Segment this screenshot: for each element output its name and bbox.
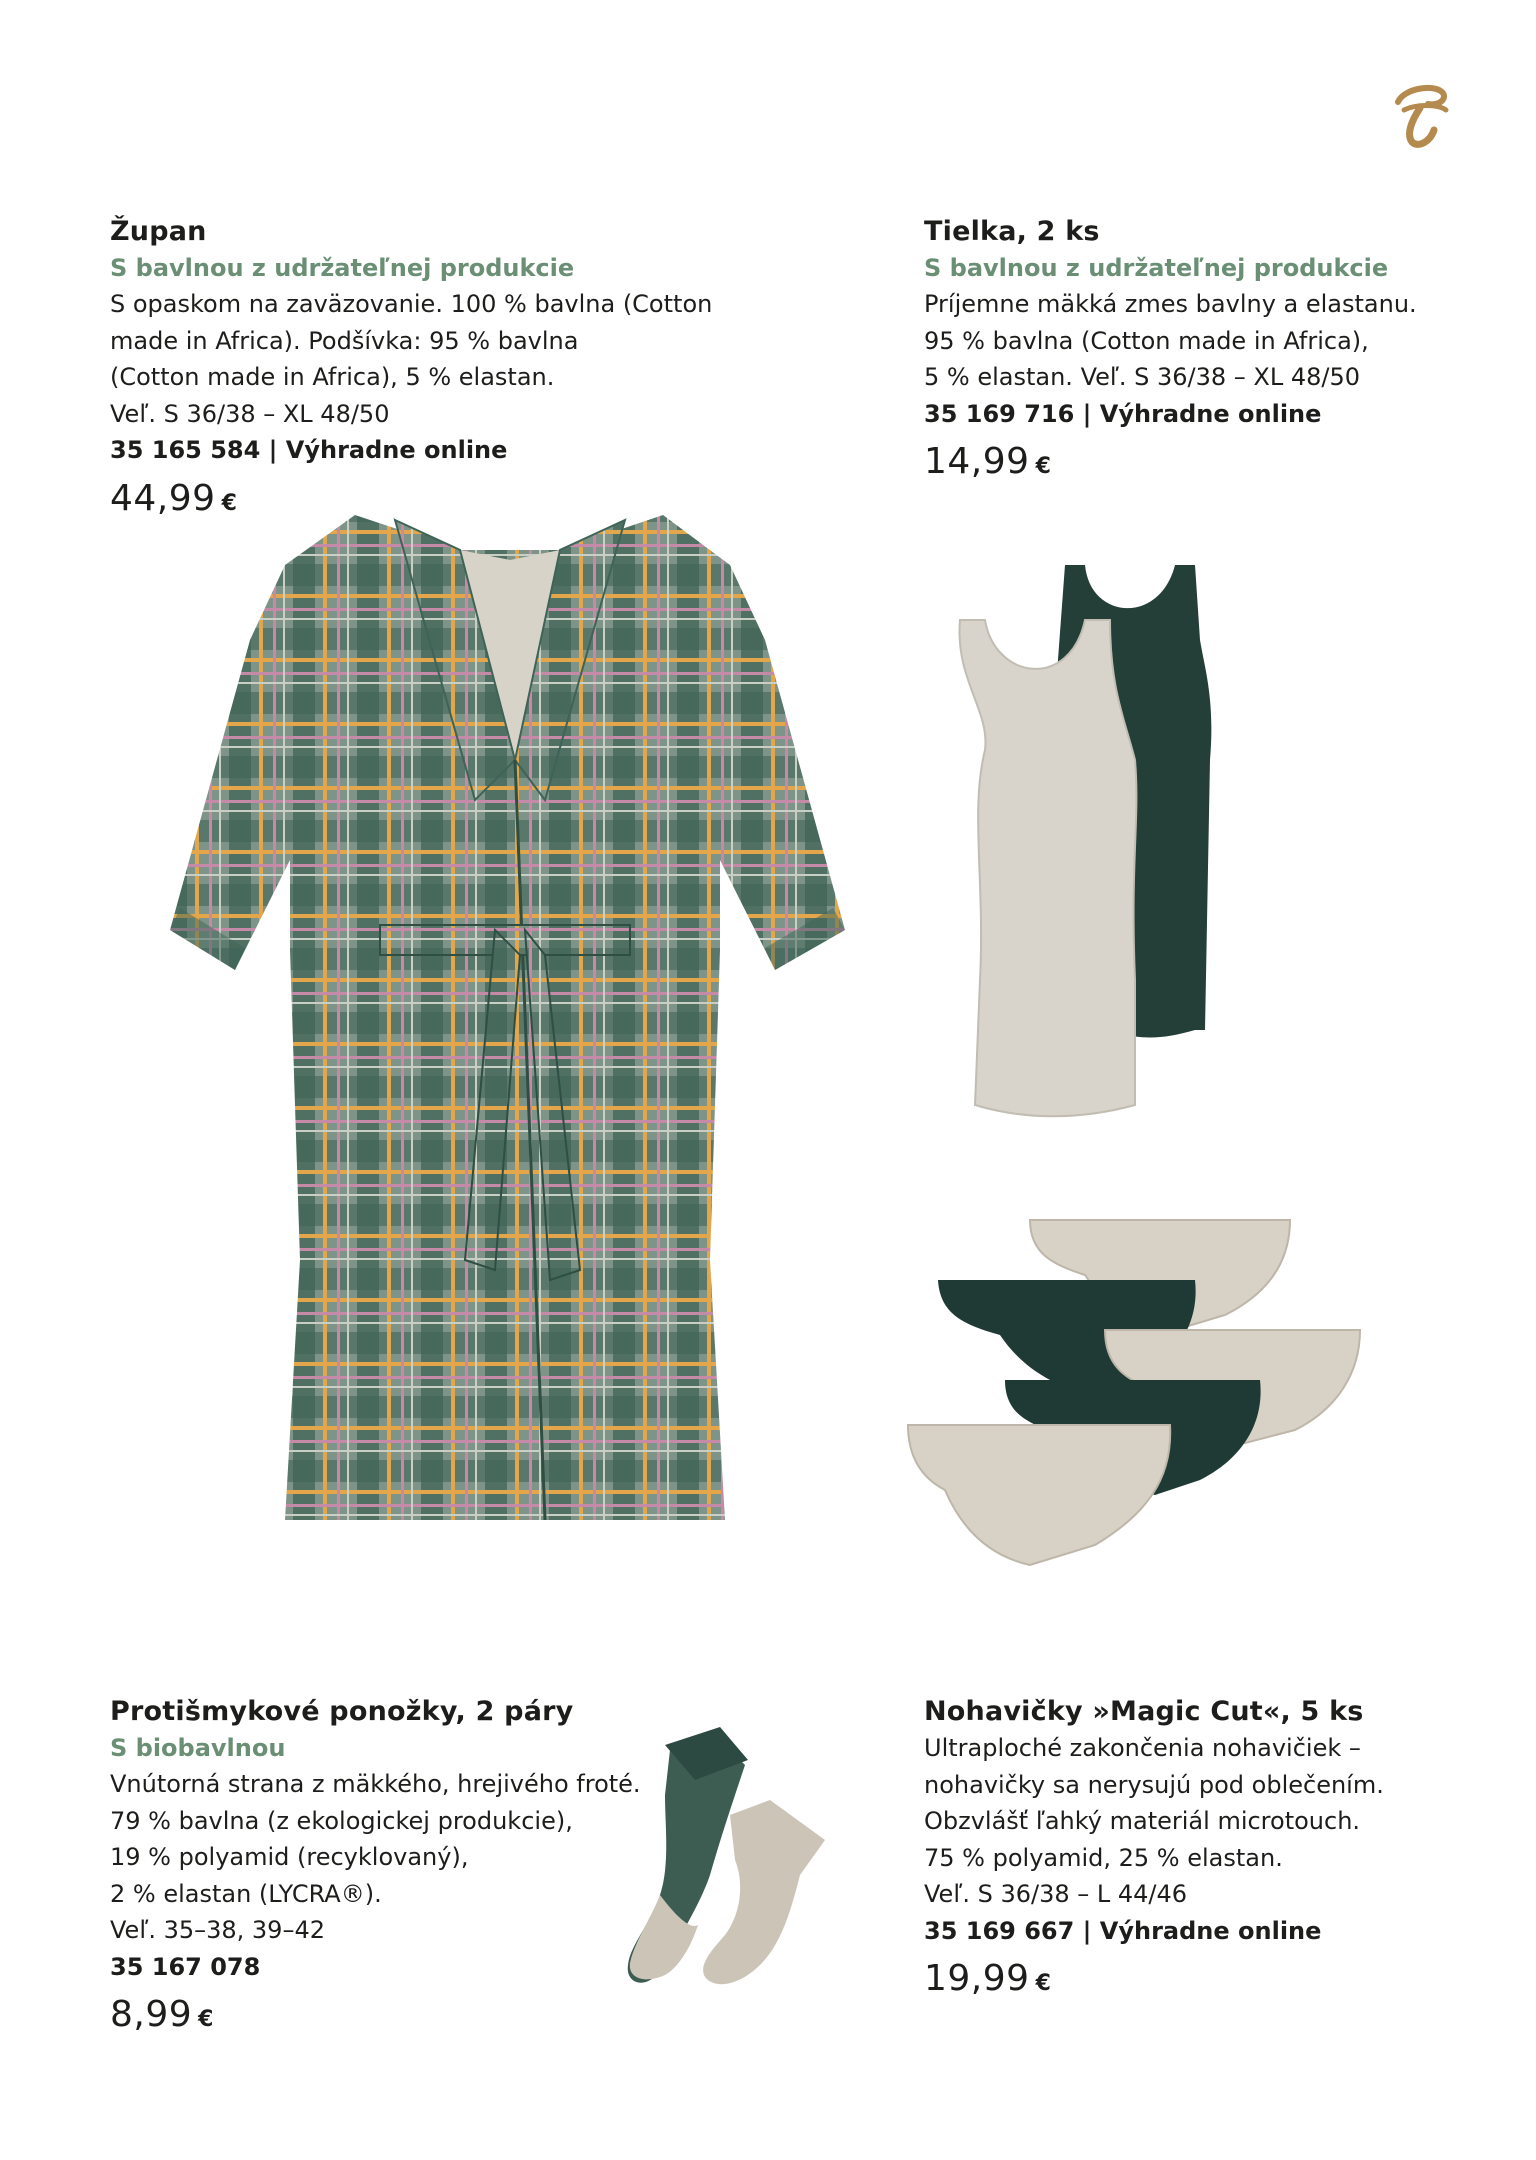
product-description-line: Obzvlášť ľahký materiál microtouch. (924, 1807, 1361, 1835)
product-briefs (924, 1694, 1536, 2006)
product-title: Protišmykové ponožky, 2 páry (110, 1696, 574, 1727)
price-value: 14,99 (924, 441, 1030, 482)
product-code: 35 167 078 (110, 1952, 261, 1981)
product-tank-tops (924, 214, 1536, 489)
product-description-line: nohavičky sa nerysujú pod oblečením. (924, 1770, 1384, 1799)
product-price (924, 1957, 1536, 2006)
product-sizes: Veľ. S 36/38 – L 44/46 (924, 1880, 1188, 1908)
product-sizes: Veľ. 35–38, 39–42 (110, 1916, 325, 1944)
product-description-line: (Cotton made in Africa), 5 % elastan. (110, 363, 555, 391)
product-title: Župan (110, 216, 207, 247)
product-price (110, 1993, 730, 2042)
product-code: 35 165 584 | Výhradne online (110, 436, 508, 464)
product-description-line: made in Africa). Podšívka: 95 % bavlna (110, 326, 579, 355)
product-title: Nohavičky »Magic Cut«, 5 ks (924, 1696, 1364, 1727)
product-description-line: Príjemne mäkká zmes bavlny a elastanu. (924, 290, 1417, 318)
product-robe (110, 214, 730, 526)
tank-tops-image (950, 560, 1310, 1130)
price-value: 19,99 (924, 1958, 1030, 1999)
product-description-line: 75 % polyamid, 25 % elastan. (924, 1843, 1283, 1872)
product-subtitle: S bavlnou z udržateľnej produkcie (924, 254, 1389, 282)
product-description-line: 5 % elastan. Veľ. S 36/38 – XL 48/50 (924, 363, 1361, 391)
briefs-image (905, 1215, 1365, 1625)
price-currency: € (1035, 1971, 1052, 1996)
product-subtitle: S bavlnou z udržateľnej produkcie (110, 254, 575, 282)
product-description-line: 95 % bavlna (Cotton made in Africa), (924, 326, 1369, 355)
price-currency: € (198, 2007, 214, 2032)
product-title: Tielka, 2 ks (924, 216, 1100, 247)
product-description-line: Ultraploché zakončenia nohavičiek – (924, 1734, 1361, 1762)
product-description-line: 19 % polyamid (recyklovaný), (110, 1843, 469, 1871)
price-currency: € (221, 490, 238, 516)
product-subtitle: S biobavlnou (110, 1734, 286, 1762)
product-price (924, 440, 1536, 489)
product-sizes: Veľ. S 36/38 – XL 48/50 (110, 399, 390, 428)
tchibo-logo-icon (1390, 80, 1452, 150)
product-description-line: 79 % bavlna (z ekologickej produkcie), (110, 1806, 573, 1835)
product-description-line: S opaskom na zaväzovanie. 100 % bavlna (Cotton (110, 290, 713, 318)
socks-image (620, 1715, 840, 1995)
product-code: 35 169 667 | Výhradne online (924, 1916, 1322, 1945)
product-code: 35 169 716 | Výhradne online (924, 399, 1322, 428)
price-currency: € (1035, 454, 1052, 479)
product-description-line: 2 % elastan (LYCRA®). (110, 1879, 382, 1908)
price-value: 44,99 (110, 477, 216, 519)
product-description-line: Vnútorná strana z mäkkého, hrejivého froté. (110, 1770, 641, 1798)
robe-image (165, 500, 855, 1540)
price-value: 8,99 (110, 1994, 193, 2035)
